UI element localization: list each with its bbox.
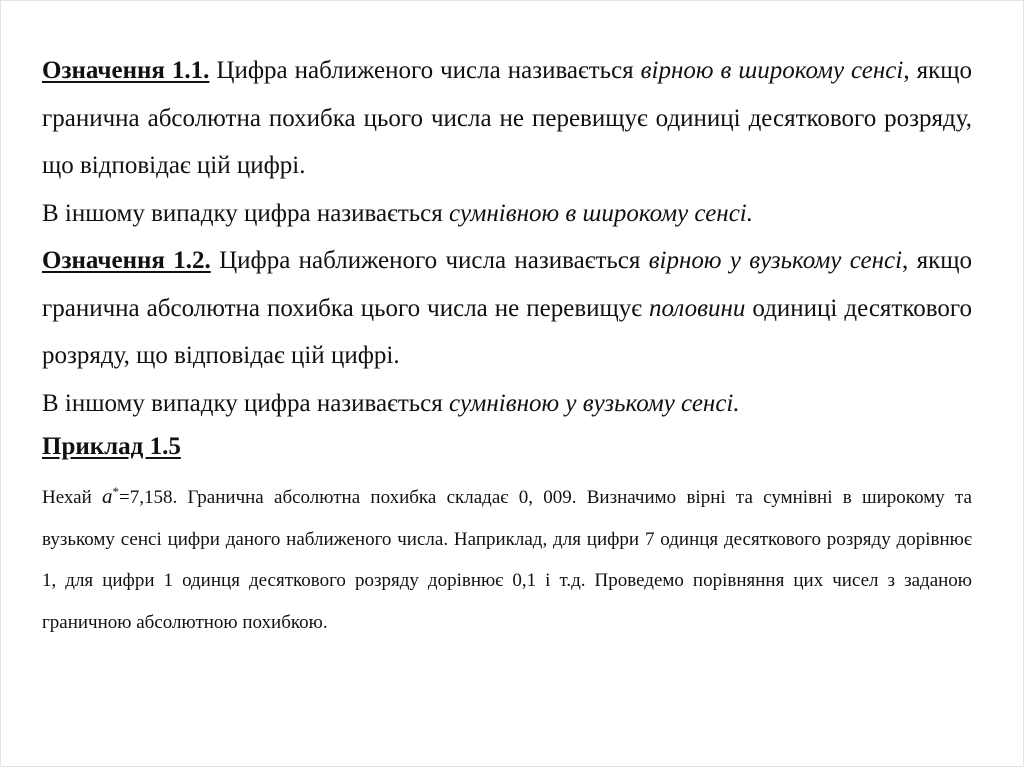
definition-1-1-term: вірною в широкому сенсі (640, 57, 904, 84)
definition-1-2-term: вірною у вузькому сенсі (648, 247, 903, 274)
definition-1-2-text-2: , якщо гранична абсолютна похибка цього числа не перевищує (42, 247, 972, 322)
definition-1-1-label: Означення 1.1. (42, 57, 210, 84)
definition-1-1 (42, 47, 972, 190)
example-text (42, 471, 972, 643)
definition-1-1-text-1: Цифра наближеного числа називається (209, 57, 641, 84)
definition-1-1-text-2: , якщо гранична абсолютна похибка цього числа не перевищує одиниці десяткового розряду, що відповідає цій цифрі. (42, 57, 972, 179)
definition-1-2-term-half: половини (649, 294, 746, 322)
example-heading: Приклад 1.5 (42, 433, 181, 460)
otherwise-1-text: В іншому випадку цифра називається (42, 199, 450, 227)
otherwise-2-text: В іншому випадку цифра називається (42, 389, 450, 417)
example-superscript: * (112, 484, 120, 499)
definition-1-2-label: Означення 1.2. (42, 247, 211, 274)
definition-1-2-text-1: Цифра наближеного числа називається (210, 247, 649, 274)
definition-1-2 (42, 237, 972, 380)
otherwise-2 (42, 380, 972, 428)
otherwise-1-term: сумнівною в широкому сенсі. (449, 199, 753, 227)
example-text-before: Нехай (42, 487, 103, 508)
example-variable: a (102, 484, 113, 508)
slide-content (42, 47, 972, 643)
definition-1-2-text-3: одиниці десяткового розряду, що відповідає цій цифрі. (42, 294, 972, 369)
otherwise-2-term: сумнівною у вузькому сенсі. (449, 389, 740, 417)
example-text-after: =7,158. Гранична абсолютна похибка складає 0, 009. Визначимо вірні та сумнівні в широкому та вузькому сенсі цифри даного наближеного числа. Наприклад, для цифри 7 одинця десяткового розряду дорівнює 1, для цифри 1 одинця десяткового розряду дорівнює 0,1 і т.д. Проведемо порівняння цих чисел з заданою граничною абсолютною похибкою. (42, 487, 972, 633)
otherwise-1 (42, 190, 972, 238)
